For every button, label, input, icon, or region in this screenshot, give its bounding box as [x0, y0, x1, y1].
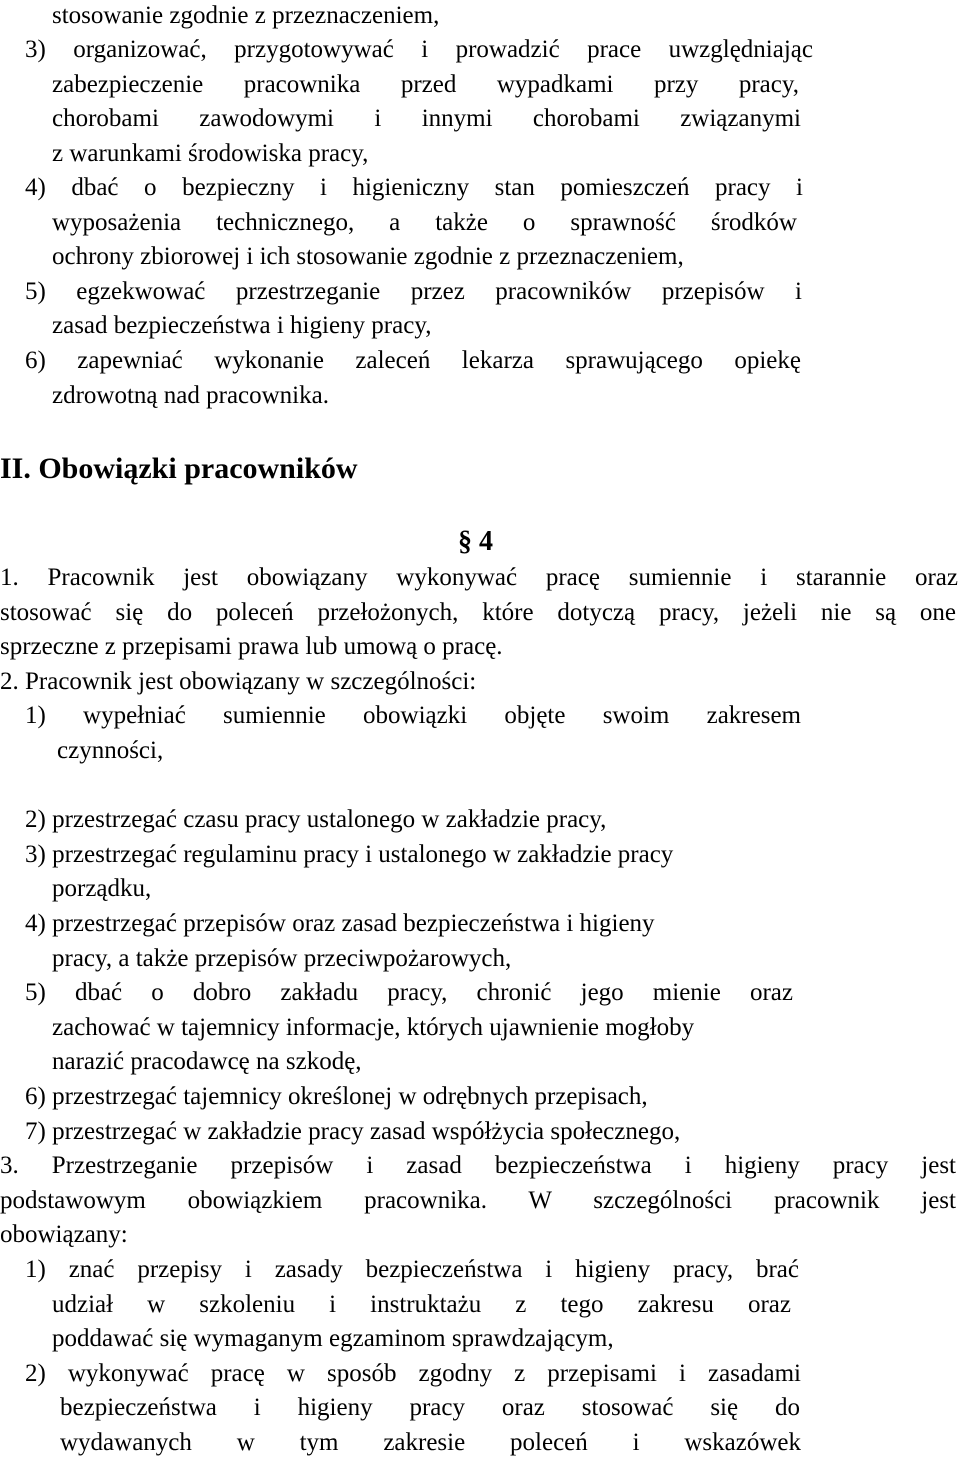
list-item-5: 5) egzekwować przestrzeganie przez pracowników przepisów i: [25, 278, 802, 305]
list-item-4-cont: ochrony zbiorowej i ich stosowanie zgodnie z przeznaczeniem,: [52, 243, 684, 270]
p3-item-1-cont: udział w szkoleniu i instruktażu z tego zakresu oraz: [52, 1291, 791, 1318]
p2-item-5-cont: zachować w tajemnicy informacje, których ujawnienie mogłoby: [52, 1014, 695, 1041]
p2-item-7: 7) przestrzegać w zakładzie pracy zasad współżycia społecznego,: [25, 1118, 681, 1145]
list-item-3-cont: z warunkami środowiska pracy,: [52, 140, 369, 167]
section-heading: II. Obowiązki pracowników: [0, 452, 358, 485]
section-number: [458, 527, 493, 557]
p2-item-3: 3) przestrzegać regulaminu pracy i ustalonego w zakładzie pracy: [25, 841, 674, 868]
list-item-4: 4) dbać o bezpieczny i higieniczny stan pomieszczeń pracy i: [25, 174, 803, 201]
p2-item-3-cont: porządku,: [52, 875, 152, 902]
paragraph-3: 3. Przestrzeganie przepisów i zasad bezpieczeństwa i higieny pracy jest: [0, 1152, 956, 1179]
p3-item-1: 1) znać przepisy i zasady bezpieczeństwa i higieny pracy, brać: [25, 1256, 799, 1283]
list-item-5-cont: zasad bezpieczeństwa i higieny pracy,: [52, 312, 432, 339]
paragraph-2-intro: 2. Pracownik jest obowiązany w szczególności:: [0, 668, 477, 695]
paragraph-3-cont: obowiązany:: [0, 1221, 128, 1248]
list-item-3: 3) organizować, przygotowywać i prowadzić prace uwzględniając: [25, 36, 813, 63]
paragraph-1-cont: sprzeczne z przepisami prawa lub umową o pracę.: [0, 633, 503, 660]
p3-item-2: 2) wykonywać pracę w sposób zgodny z przepisami i zasadami: [25, 1360, 801, 1387]
section-symbol: §: [458, 526, 472, 557]
p3-item-2-cont: wydawanych w tym zakresie poleceń i wskazówek: [60, 1429, 801, 1456]
list-item-3-cont: zabezpieczenie pracownika przed wypadkami przy pracy,: [52, 71, 799, 98]
list-item-6: 6) zapewniać wykonanie zaleceń lekarza sprawującego opiekę: [25, 347, 801, 374]
section-number-value: 4: [479, 526, 493, 557]
text-line: stosowanie zgodnie z przeznaczeniem,: [52, 2, 440, 29]
p3-item-1-cont: poddawać się wymaganym egzaminom sprawdzającym,: [52, 1325, 614, 1352]
list-item-4-cont: wyposażenia technicznego, a także o sprawność środków: [52, 209, 797, 236]
p2-item-5: 5) dbać o dobro zakładu pracy, chronić jego mienie oraz: [25, 979, 793, 1006]
p2-item-6: 6) przestrzegać tajemnicy określonej w odrębnych przepisach,: [25, 1083, 648, 1110]
p3-item-2-cont: bezpieczeństwa i higieny pracy oraz stosować się do: [60, 1394, 800, 1421]
p2-item-5-cont: narazić pracodawcę na szkodę,: [52, 1048, 362, 1075]
paragraph-1-cont: stosować się do poleceń przełożonych, które dotyczą pracy, jeżeli nie są one: [0, 599, 956, 626]
list-item-3-cont: chorobami zawodowymi i innymi chorobami związanymi: [52, 105, 801, 132]
paragraph-1: 1. Pracownik jest obowiązany wykonywać pracę sumiennie i starannie oraz: [0, 564, 958, 591]
p2-item-4-cont: pracy, a także przepisów przeciwpożarowych,: [52, 945, 512, 972]
paragraph-3-cont: podstawowym obowiązkiem pracownika. W szczególności pracownik jest: [0, 1187, 956, 1214]
p2-item-1: 1) wypełniać sumiennie obowiązki objęte swoim zakresem: [25, 702, 801, 729]
p2-item-2: 2) przestrzegać czasu pracy ustalonego w zakładzie pracy,: [25, 806, 607, 833]
p2-item-4: 4) przestrzegać przepisów oraz zasad bezpieczeństwa i higieny: [25, 910, 655, 937]
p2-item-1-cont: czynności,: [57, 737, 164, 764]
list-item-6-cont: zdrowotną nad pracownika.: [52, 382, 329, 409]
